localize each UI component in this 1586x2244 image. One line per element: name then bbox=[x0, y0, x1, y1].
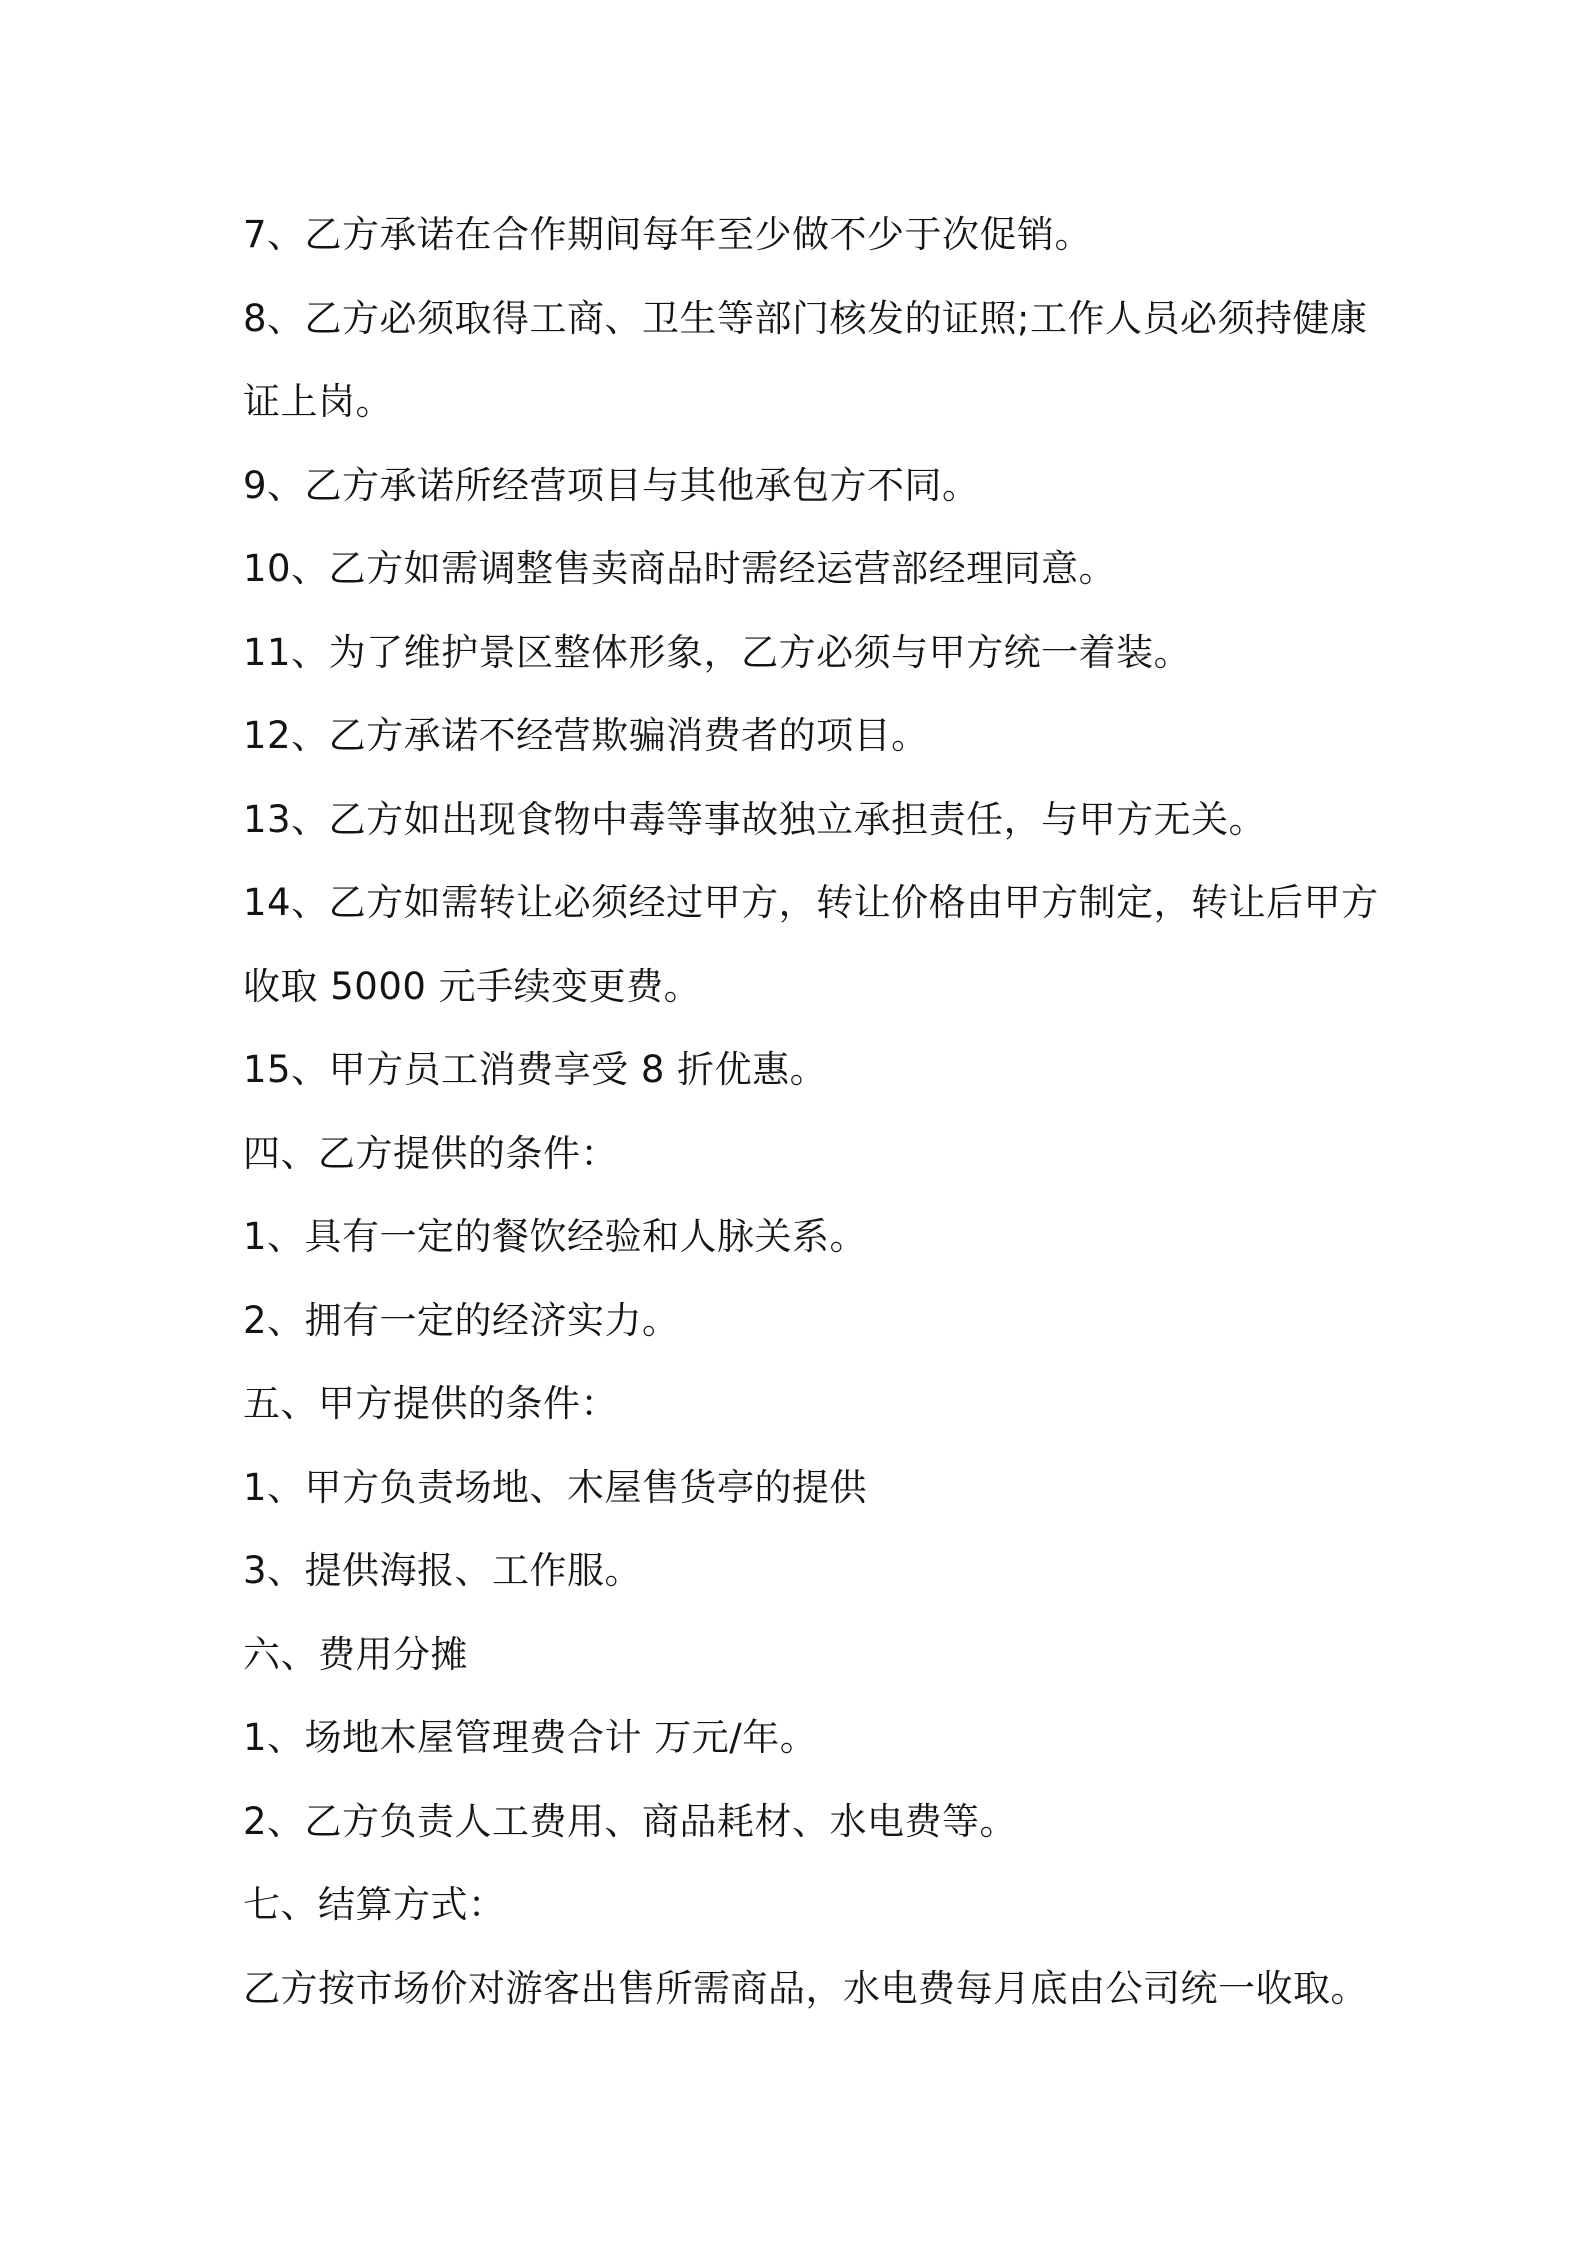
clause-8: 8、乙方必须取得工商、卫生等部门核发的证照;工作人员必须持健康 bbox=[243, 296, 1368, 340]
section-7-text: 乙方按市场价对游客出售所需商品，水电费每月底由公司统一收取。 bbox=[243, 1966, 1368, 2010]
section-6-item-2: 2、乙方负责人工费用、商品耗材、水电费等。 bbox=[243, 1799, 1018, 1843]
section-heading-7: 七、结算方式： bbox=[243, 1883, 506, 1926]
section-heading-6: 六、费用分摊 bbox=[243, 1632, 468, 1676]
section-4-item-1: 1、具有一定的餐饮经验和人脉关系。 bbox=[243, 1215, 868, 1258]
clause-8-continued: 证上岗。 bbox=[243, 380, 393, 423]
section-heading-4: 四、乙方提供的条件： bbox=[243, 1131, 618, 1175]
clause-7: 7、乙方承诺在合作期间每年至少做不少于次促销。 bbox=[243, 213, 1093, 256]
section-5-item-1: 1、甲方负责场地、木屋售货亭的提供 bbox=[243, 1465, 868, 1509]
clause-14-continued: 收取 5000 元手续变更费。 bbox=[243, 964, 702, 1008]
section-heading-5: 五、甲方提供的条件： bbox=[243, 1382, 618, 1425]
document-body bbox=[243, 193, 1379, 2030]
clause-9: 9、乙方承诺所经营项目与其他承包方不同。 bbox=[243, 463, 980, 507]
clause-13: 13、乙方如出现食物中毒等事故独立承担责任，与甲方无关。 bbox=[243, 797, 1267, 841]
clause-10: 10、乙方如需调整售卖商品时需经运营部经理同意。 bbox=[243, 547, 1117, 590]
section-6-item-1: 1、场地木屋管理费合计 万元/年。 bbox=[243, 1716, 818, 1759]
clause-15: 15、甲方员工消费享受 8 折优惠。 bbox=[243, 1048, 828, 1091]
section-4-item-2: 2、拥有一定的经济实力。 bbox=[243, 1298, 680, 1342]
clause-14: 14、乙方如需转让必须经过甲方，转让价格由甲方制定，转让后甲方 bbox=[243, 881, 1379, 924]
clause-11: 11、为了维护景区整体形象，乙方必须与甲方统一着装。 bbox=[243, 630, 1192, 674]
clause-12: 12、乙方承诺不经营欺骗消费者的项目。 bbox=[243, 714, 929, 757]
section-5-item-3: 3、提供海报、工作服。 bbox=[243, 1549, 643, 1592]
